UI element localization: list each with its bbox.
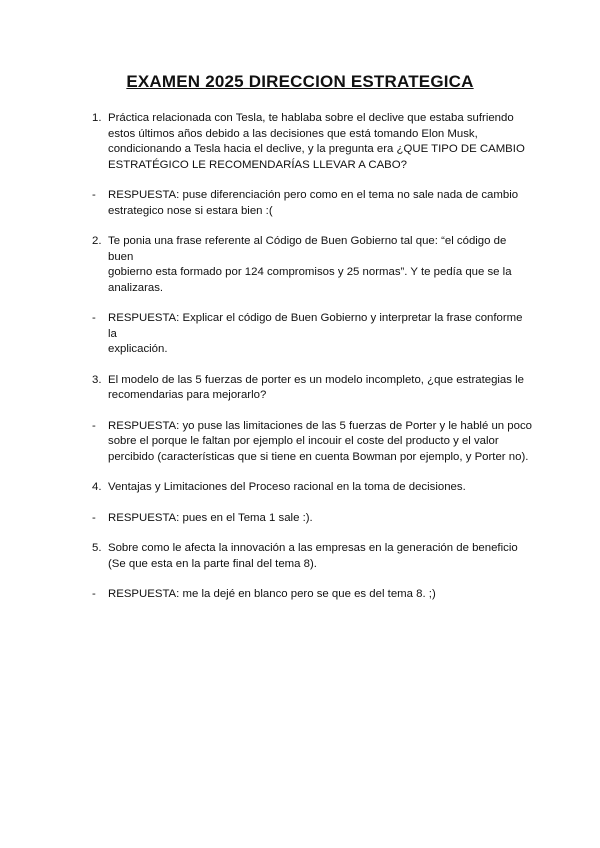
- question-item: [92, 111, 532, 173]
- answer-text-line: RESPUESTA: yo puse las limitaciones de las 5 fuerzas de Porter y le hablé un poco: [108, 419, 532, 432]
- question-item: [92, 480, 532, 496]
- entry-list: [92, 111, 532, 618]
- answer-text-line: explicación.: [108, 343, 168, 355]
- answer-bullet: -: [92, 189, 96, 201]
- question-text-line: ESTRATÉGICO LE RECOMENDARÍAS LLEVAR A CABO?: [108, 158, 407, 171]
- question-text-line: gobierno esta formado por 124 compromisos y 25 normas”. Y te pedía que se la: [108, 266, 512, 278]
- answer-item: [92, 311, 532, 358]
- answer-bullet: -: [92, 511, 96, 524]
- question-number: 2.: [92, 235, 102, 247]
- question-item: [92, 373, 532, 404]
- question-text-line: (Se que esta en la parte final del tema 8).: [108, 557, 317, 570]
- answer-text-line: RESPUESTA: puse diferenciación pero como en el tema no sale nada de cambio: [108, 189, 519, 201]
- answer-text-line: RESPUESTA: Explicar el código de Buen Gobierno y interpretar la frase conforme la: [108, 312, 523, 340]
- answer-text-line: percibido (características que si tiene en cuenta Bowman por ejemplo, y Porter no).: [108, 450, 529, 463]
- answer-item: [92, 188, 532, 219]
- question-item: [92, 541, 532, 572]
- answer-bullet: -: [92, 419, 96, 432]
- answer-bullet: -: [92, 312, 96, 324]
- question-text-line: analizaras.: [108, 281, 164, 294]
- question-number: 1.: [92, 112, 102, 124]
- question-text-line: Práctica relacionada con Tesla, te hablaba sobre el declive que estaba sufriendo: [108, 112, 514, 124]
- answer-item: [92, 587, 532, 603]
- answer-text-line: RESPUESTA: me la dejé en blanco pero se que es del tema 8. ;): [108, 588, 436, 600]
- answer-text-line: sobre el porque le faltan por ejemplo el incouir el coste del producto y el valor: [108, 435, 499, 447]
- question-number: 4.: [92, 481, 102, 493]
- document-title: EXAMEN 2025 DIRECCION ESTRATEGICA: [126, 72, 474, 91]
- question-text-line: condicionando a Tesla hacia el declive, y la pregunta era ¿QUE TIPO DE CAMBIO: [108, 143, 525, 155]
- question-number: 5.: [92, 542, 102, 554]
- question-text-line: Te ponia una frase referente al Código de Buen Gobierno tal que: “el código de buen: [108, 235, 507, 263]
- question-number: 3.: [92, 373, 102, 386]
- question-text-line: Ventajas y Limitaciones del Proceso racional en la toma de decisiones.: [108, 481, 466, 493]
- answer-item: [92, 511, 532, 527]
- question-text-line: estos últimos años debido a las decisiones que está tomando Elon Musk,: [108, 127, 478, 140]
- question-item: [92, 234, 532, 296]
- question-text-line: El modelo de las 5 fuerzas de porter es un modelo incompleto, ¿que estrategias le: [108, 373, 524, 386]
- answer-bullet: -: [92, 588, 96, 600]
- answer-item: [92, 419, 532, 466]
- question-text-line: recomendarias para mejorarlo?: [108, 389, 267, 401]
- answer-text-line: RESPUESTA: pues en el Tema 1 sale :).: [108, 511, 313, 524]
- question-text-line: Sobre como le afecta la innovación a las empresas en la generación de beneficio: [108, 542, 518, 554]
- answer-text-line: estrategico nose si estara bien :(: [108, 204, 273, 217]
